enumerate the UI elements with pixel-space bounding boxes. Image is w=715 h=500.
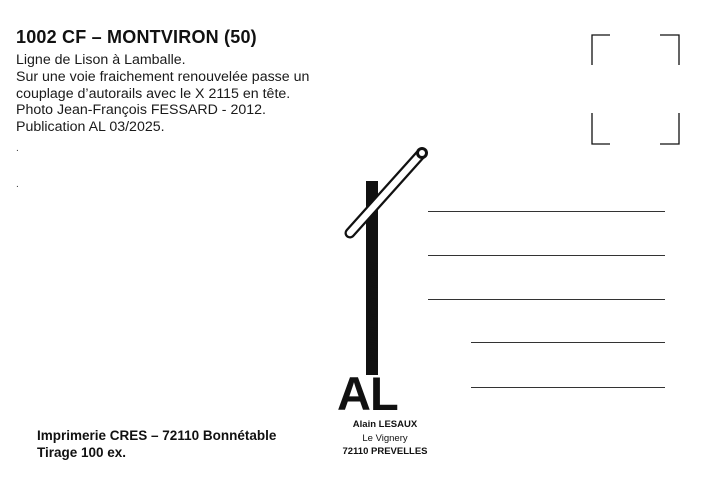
description-line: Sur une voie fraichement renouvelée passe un xyxy=(16,68,310,85)
dot-mark: . xyxy=(16,179,19,190)
card-title: 1002 CF – MONTVIRON (50) xyxy=(16,27,257,47)
description-line: couplage d’autorails avec le X 2115 en tête. xyxy=(16,85,291,102)
stamp-box xyxy=(590,33,682,148)
description-line: Photo Jean-François FESSARD - 2012. xyxy=(16,102,266,119)
publisher-address xyxy=(325,418,445,459)
description-line: Ligne de Lison à Lamballe. xyxy=(16,52,186,68)
printer-info xyxy=(37,427,276,461)
publisher-address-line1: Le Vignery xyxy=(362,432,408,444)
address-line xyxy=(428,211,665,212)
publication-al-logo xyxy=(335,140,435,415)
description-line: Publication AL 03/2025. xyxy=(16,119,165,136)
card-description xyxy=(16,52,309,136)
publisher-name: Alain LESAUX xyxy=(352,419,418,430)
logo-al-letters: AL xyxy=(337,367,398,415)
print-run: Tirage 100 ex. xyxy=(37,445,127,460)
logo-publication-text: PUBLICATION xyxy=(365,261,381,362)
logo-pencil-icon xyxy=(350,147,428,233)
address-line xyxy=(428,299,665,300)
printer-line: Imprimerie CRES – 72110 Bonnétable xyxy=(37,428,277,443)
dot-mark: . xyxy=(16,143,19,154)
address-line xyxy=(471,387,665,388)
publisher-address-line2: 72110 PREVELLES xyxy=(342,446,428,457)
address-line xyxy=(428,255,665,256)
address-line xyxy=(471,342,665,343)
